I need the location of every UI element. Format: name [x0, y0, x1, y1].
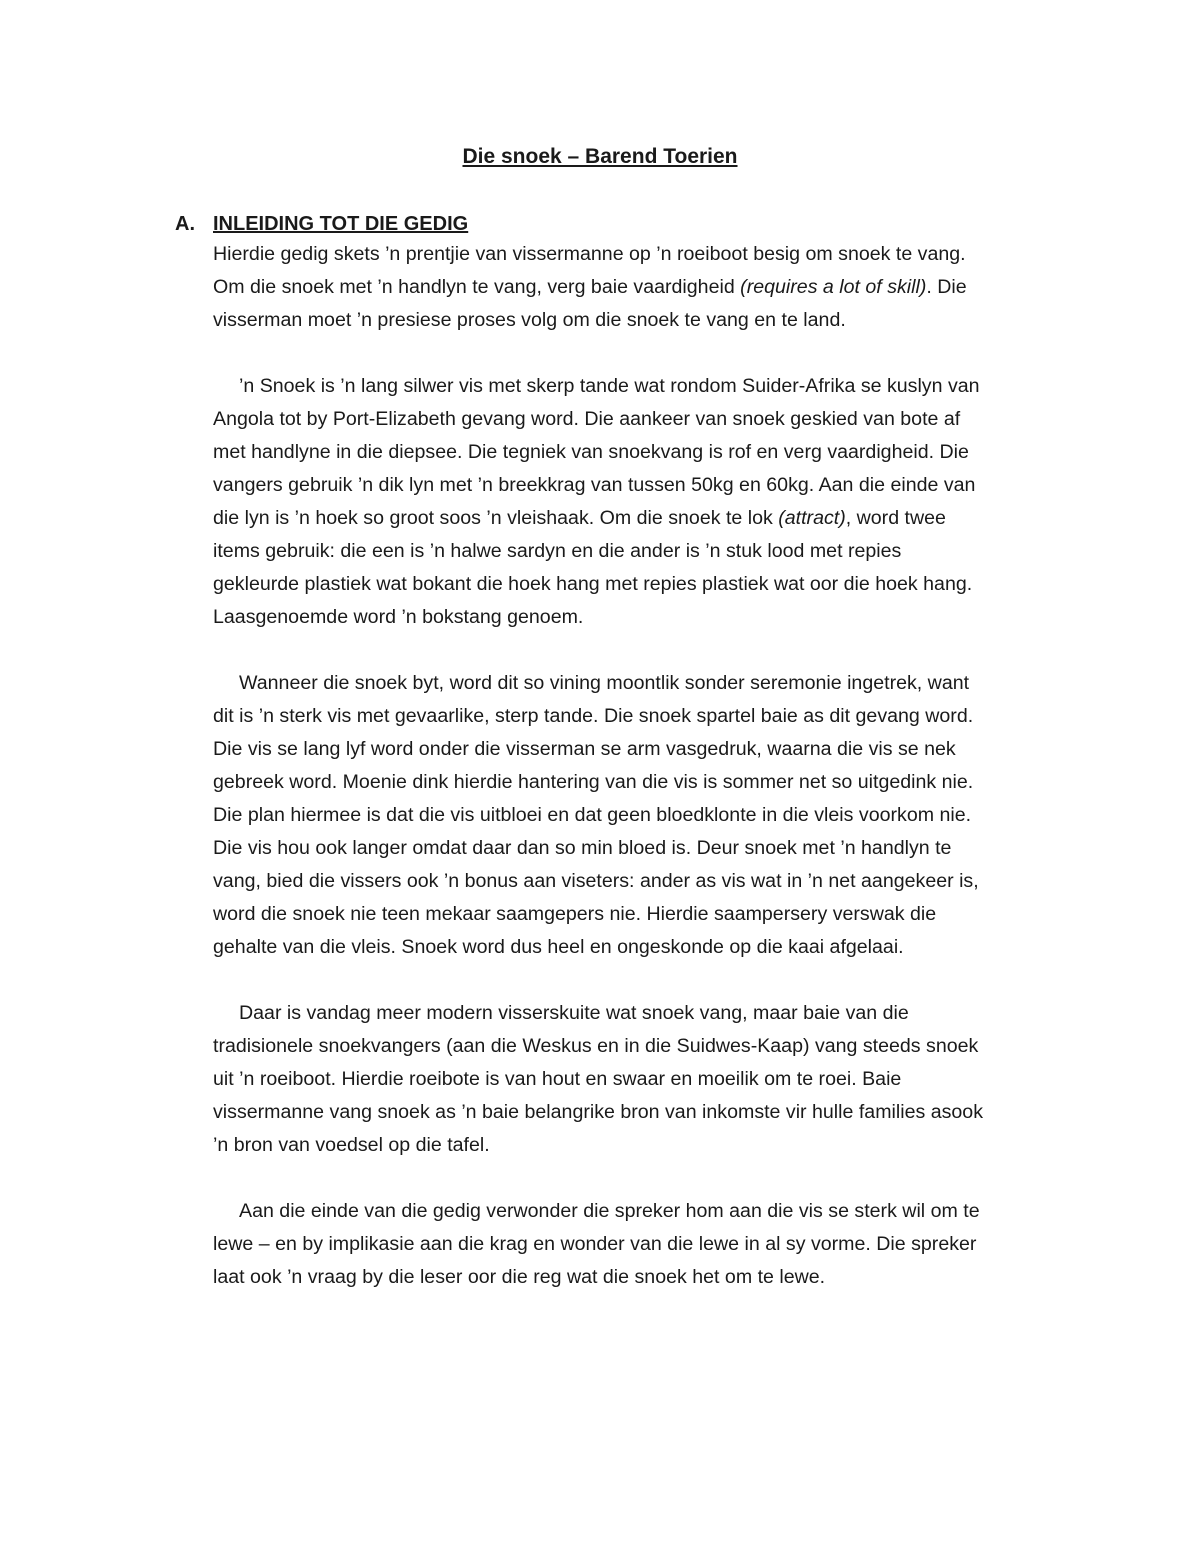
text-line: items gebruik: die een is ’n halwe sardyn en die ander is ’n stuk lood met repies [213, 540, 902, 562]
text-line: Die plan hiermee is dat die vis uitbloei en dat geen bloedklonte in die vleis voorkom nie. [213, 804, 972, 826]
section-heading [175, 210, 1055, 238]
section-heading-text: INLEIDING TOT DIE GEDIG [213, 213, 469, 235]
text-line: uit ’n roeiboot. Hierdie roeibote is van hout en swaar en moeilik om te roei. Baie [213, 1068, 902, 1090]
text-span: die lyn is ’n hoek so groot soos ’n vleishaak. Om die snoek te lok [213, 507, 779, 529]
paragraph-intro [213, 238, 1055, 337]
paragraph-5 [213, 1195, 1055, 1294]
text-line [213, 271, 1055, 304]
text-line: vang, bied die vissers ook ’n bonus aan viseters: ander as vis wat in ’n net aangekeer is, [213, 870, 979, 892]
text-line [213, 502, 1055, 535]
paragraph-3 [213, 667, 1055, 964]
text-span: Om die snoek met ’n handlyn te vang, verg baie vaardigheid [213, 276, 741, 298]
text-line: visserman moet ’n presiese proses volg om die snoek te vang en te land. [213, 309, 846, 331]
text-line: word die snoek nie teen mekaar saamgepers nie. Hierdie saampersery verswak die [213, 903, 937, 925]
text-line: lewe – en by implikasie aan die krag en wonder van die lewe in al sy vorme. Die spreker [213, 1233, 977, 1255]
document-title: Die snoek – Barend Toerien [462, 145, 738, 168]
section-body [175, 238, 1055, 1294]
text-line: vissermanne vang snoek as ’n baie belangrike bron van inkomste vir hulle families asook [213, 1101, 984, 1123]
text-line: ’n bron van voedsel op die tafel. [213, 1134, 490, 1156]
text-line: Laasgenoemde word ’n bokstang genoem. [213, 606, 584, 628]
text-line: Aan die einde van die gedig verwonder die spreker hom aan die vis se sterk wil om te [239, 1200, 980, 1222]
text-line: Die vis se lang lyf word onder die visserman se arm vasgedruk, waarna die vis se nek [213, 738, 956, 760]
text-line: gebreek word. Moenie dink hierdie hantering van die vis is sommer net so uitgedink nie. [213, 771, 974, 793]
text-line: gehalte van die vleis. Snoek word dus heel en ongeskonde op die kaai afgelaai. [213, 936, 904, 958]
italic-gloss: (attract) [778, 507, 846, 529]
text-line: gekleurde plastiek wat bokant die hoek hang met repies plastiek wat oor die hoek hang. [213, 573, 973, 595]
text-span: , word twee [845, 507, 946, 529]
text-line: Hierdie gedig skets ’n prentjie van vissermanne op ’n roeiboot besig om snoek te vang. [213, 243, 966, 265]
italic-gloss: (requires a lot of skill) [740, 276, 927, 298]
paragraph-2 [213, 370, 1055, 634]
text-span: . Die [926, 276, 967, 298]
text-line: tradisionele snoekvangers (aan die Weskus en in die Suidwes-Kaap) vang steeds snoek [213, 1035, 979, 1057]
text-line: laat ook ’n vraag by die leser oor die reg wat die snoek het om te lewe. [213, 1266, 826, 1288]
text-line: ’n Snoek is ’n lang silwer vis met skerp tande wat rondom Suider-Afrika se kuslyn van [239, 375, 980, 397]
text-line: met handlyne in die diepsee. Die tegniek van snoekvang is rof en verg vaardigheid. Die [213, 441, 969, 463]
text-line: Wanneer die snoek byt, word dit so vining moontlik sonder seremonie ingetrek, want [239, 672, 970, 694]
paragraph-4 [213, 997, 1055, 1162]
section-a [175, 210, 1055, 1327]
text-line: Die vis hou ook langer omdat daar dan so min bloed is. Deur snoek met ’n handlyn te [213, 837, 952, 859]
text-line: dit is ’n sterk vis met gevaarlike, sterp tande. Die snoek spartel baie as dit gevang word. [213, 705, 974, 727]
section-letter: A. [175, 213, 195, 235]
text-line: vangers gebruik ’n dik lyn met ’n breekkrag van tussen 50kg en 60kg. Aan die einde van [213, 474, 976, 496]
text-line: Daar is vandag meer modern visserskuite wat snoek vang, maar baie van die [239, 1002, 909, 1024]
text-line: Angola tot by Port-Elizabeth gevang word. Die aankeer van snoek geskied van bote af [213, 408, 961, 430]
